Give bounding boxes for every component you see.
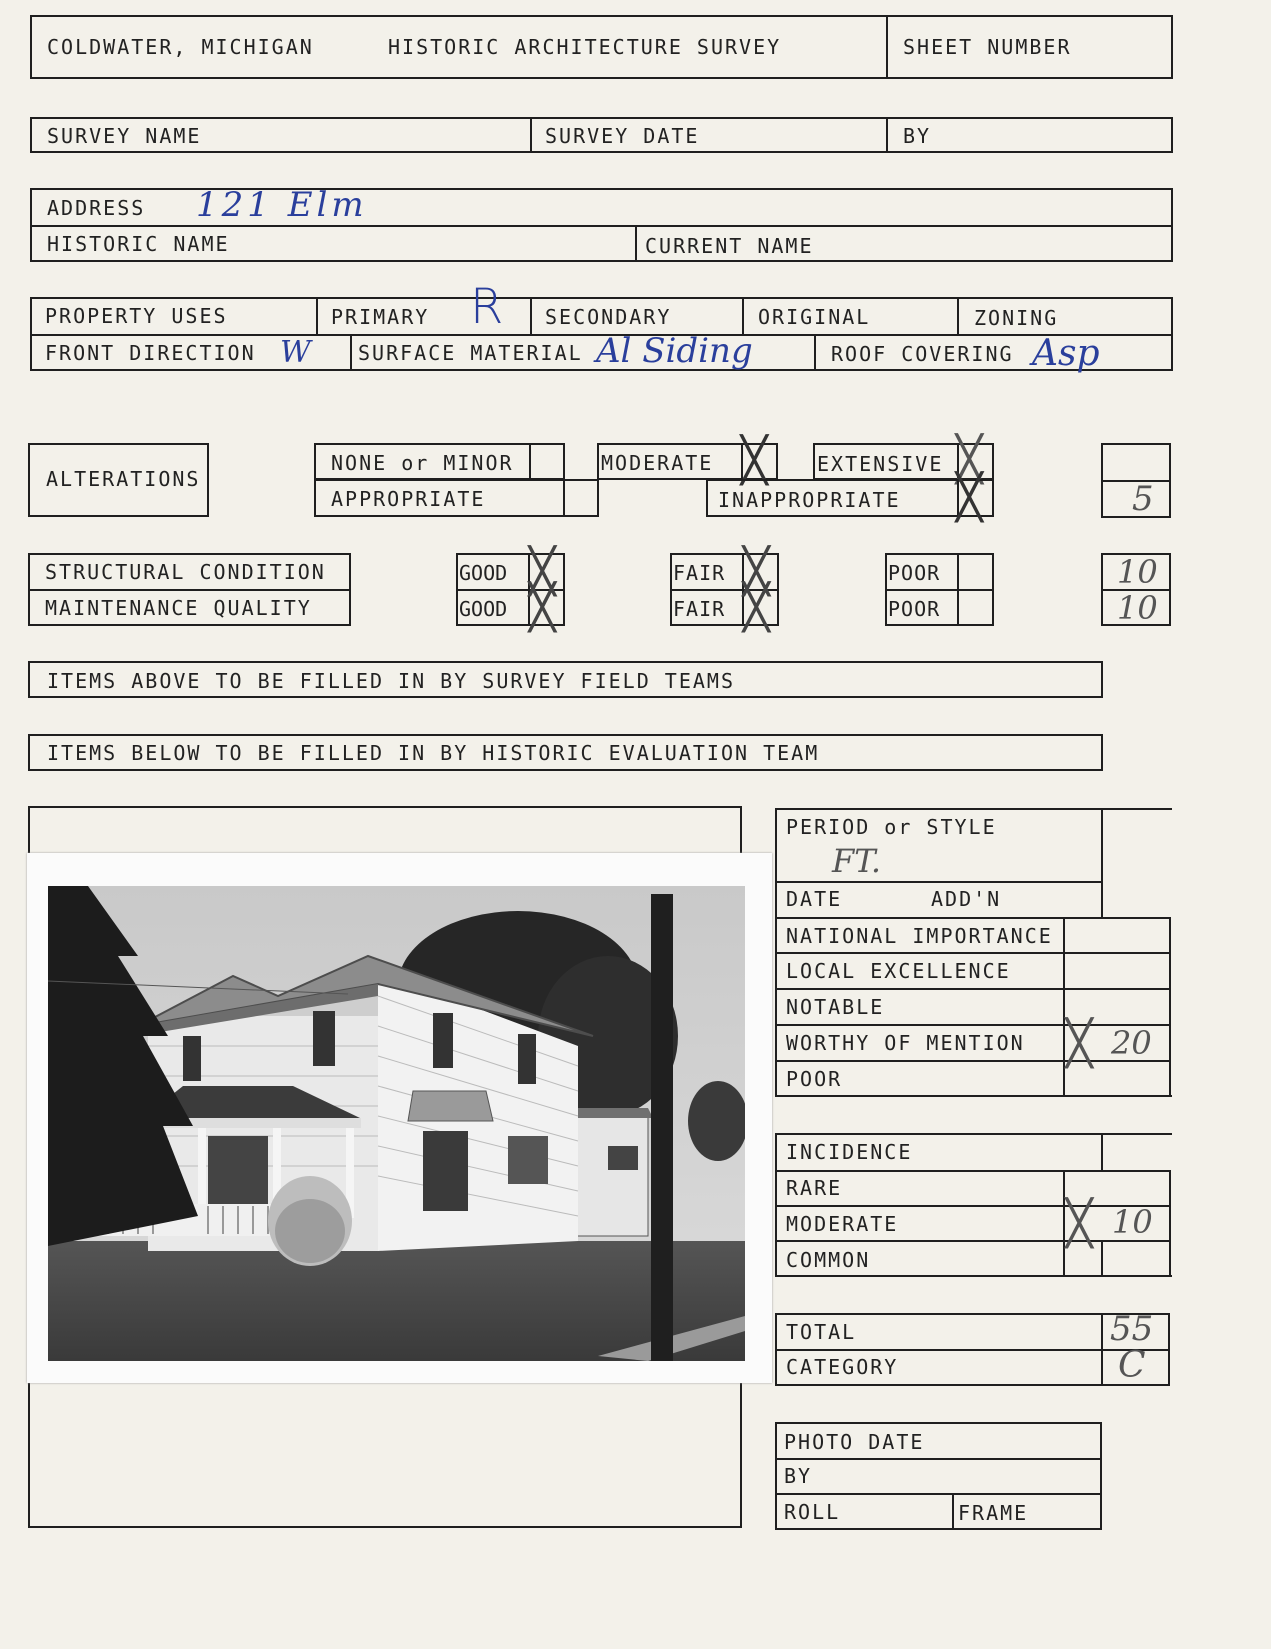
photo-by-label: BY xyxy=(784,1464,813,1488)
eval-poor-label: POOR xyxy=(786,1067,843,1091)
totals-col-div xyxy=(1101,1313,1103,1386)
moderate-label: MODERATE xyxy=(601,451,714,475)
survey-divider-1 xyxy=(530,117,532,153)
city-label: COLDWATER, MICHIGAN xyxy=(47,35,314,59)
incidence-label: INCIDENCE xyxy=(786,1140,913,1164)
incidence-moderate-score: 10 xyxy=(1112,1203,1153,1241)
address-value: 121 Elm xyxy=(196,185,368,225)
none-minor-check-div xyxy=(529,443,531,480)
photo-date-label: PHOTO DATE xyxy=(784,1430,925,1454)
front-direction-value: W xyxy=(280,335,311,370)
poor-check-div xyxy=(957,553,959,626)
photo-info-col xyxy=(952,1493,954,1530)
surface-material-value: Al Siding xyxy=(596,331,753,371)
local-excellence-label: LOCAL EXCELLENCE xyxy=(786,959,1011,983)
incidence-moderate-label: MODERATE xyxy=(786,1212,899,1236)
rare-label: RARE xyxy=(786,1176,843,1200)
front-direction-label: FRONT DIRECTION xyxy=(45,341,256,365)
name-divider xyxy=(635,225,637,262)
poor-div xyxy=(885,589,994,591)
original-label: ORIGINAL xyxy=(758,305,871,329)
sheet-number-label: SHEET NUMBER xyxy=(903,35,1072,59)
extensive-label: EXTENSIVE xyxy=(817,452,944,476)
current-name-label: CURRENT NAME xyxy=(645,234,814,258)
alterations-label: ALTERATIONS xyxy=(46,467,201,491)
inc-score-col xyxy=(1101,1240,1103,1277)
eval-check-col xyxy=(1063,917,1065,1097)
eval-right-lower xyxy=(1169,917,1171,1097)
maintenance-score: 10 xyxy=(1117,589,1158,627)
photo-mount xyxy=(27,853,772,1383)
poor-label-structural: POOR xyxy=(888,561,941,585)
form-title: HISTORIC ARCHITECTURE SURVEY xyxy=(388,35,782,59)
property-div-5 xyxy=(350,334,352,371)
roof-covering-label: ROOF COVERING xyxy=(831,342,1014,366)
good-structural-check: ╳ xyxy=(529,546,556,597)
appropriate-label: APPROPRIATE xyxy=(331,487,486,511)
inappropriate-check-mark: ╳ xyxy=(956,472,983,523)
survey-date-label: SURVEY DATE xyxy=(545,124,700,148)
date-label: DATE xyxy=(786,887,843,911)
inc-right-lower xyxy=(1169,1170,1171,1277)
eval-row-4 xyxy=(775,988,1171,990)
national-importance-label: NATIONAL IMPORTANCE xyxy=(786,924,1053,948)
roll-label: ROLL xyxy=(784,1500,841,1524)
appropriate-check-div xyxy=(563,479,565,517)
addn-label: ADD'N xyxy=(931,887,1002,911)
inc-right-upper xyxy=(1101,1133,1103,1170)
period-style-value: FT. xyxy=(832,842,882,880)
survey-name-label: SURVEY NAME xyxy=(47,124,202,148)
poor-label-maintenance: POOR xyxy=(888,597,941,621)
primary-value: R xyxy=(470,279,504,335)
photo-info-row-2 xyxy=(775,1493,1102,1495)
secondary-label: SECONDARY xyxy=(545,305,672,329)
good-maintenance-check: ╳ xyxy=(529,582,556,633)
house-photo xyxy=(48,886,745,1361)
property-div-6 xyxy=(814,334,816,371)
good-label-structural: GOOD xyxy=(459,561,508,585)
frame-label: FRAME xyxy=(958,1501,1029,1525)
eval-row-3 xyxy=(775,952,1171,954)
inappropriate-label: INAPPROPRIATE xyxy=(718,488,901,512)
property-uses-label: PROPERTY USES xyxy=(45,304,228,328)
note-above: ITEMS ABOVE TO BE FILLED IN BY SURVEY FIELD TEAMS xyxy=(47,669,736,693)
maintenance-quality-label: MAINTENANCE QUALITY xyxy=(45,596,312,620)
fair-label-maintenance: FAIR xyxy=(673,597,726,621)
eval-row-2 xyxy=(775,917,1171,919)
property-div-4 xyxy=(957,297,959,334)
worthy-score: 20 xyxy=(1111,1024,1152,1062)
property-div-3 xyxy=(742,297,744,334)
inc-row-1 xyxy=(775,1170,1171,1172)
historic-name-label: HISTORIC NAME xyxy=(47,232,230,256)
eval-row-1 xyxy=(775,881,1103,883)
header-divider xyxy=(886,15,888,79)
good-label-maintenance: GOOD xyxy=(459,597,508,621)
total-value: 55 xyxy=(1110,1309,1154,1349)
common-label: COMMON xyxy=(786,1248,871,1272)
period-style-label: PERIOD or STYLE xyxy=(786,815,997,839)
category-value: C xyxy=(1118,1345,1146,1386)
worthy-check-mark: ╳ xyxy=(1066,1018,1093,1069)
alterations-score: 5 xyxy=(1132,479,1154,519)
survey-by-label: BY xyxy=(903,124,932,148)
condition-label-div xyxy=(28,589,351,591)
fair-label-structural: FAIR xyxy=(673,561,726,585)
moderate-check-mark: ╳ xyxy=(741,435,768,486)
photo-info-row-1 xyxy=(775,1458,1102,1460)
inc-check-col xyxy=(1063,1170,1065,1277)
zoning-label: ZONING xyxy=(974,306,1059,330)
survey-divider-2 xyxy=(886,117,888,153)
address-divider xyxy=(30,225,1173,227)
roof-covering-value: Asp xyxy=(1032,333,1100,374)
fair-structural-crossout: ╳ xyxy=(743,546,770,597)
eval-right-upper xyxy=(1101,808,1103,917)
note-below: ITEMS BELOW TO BE FILLED IN BY HISTORIC EVALUATION TEAM xyxy=(47,741,820,765)
none-minor-label: NONE or MINOR xyxy=(331,451,514,475)
property-div-1 xyxy=(316,297,318,334)
fair-maintenance-crossout: ╳ xyxy=(743,582,770,633)
total-label: TOTAL xyxy=(786,1320,857,1344)
extensive-check-mark: ╳ xyxy=(956,434,983,485)
notable-label: NOTABLE xyxy=(786,995,885,1019)
structural-condition-label: STRUCTURAL CONDITION xyxy=(45,560,326,584)
surface-material-label: SURFACE MATERIAL xyxy=(358,341,583,365)
category-label: CATEGORY xyxy=(786,1355,899,1379)
primary-label: PRIMARY xyxy=(331,305,430,329)
address-label: ADDRESS xyxy=(47,196,146,220)
worthy-of-mention-label: WORTHY OF MENTION xyxy=(786,1031,1025,1055)
property-div-2 xyxy=(530,297,532,334)
structural-score: 10 xyxy=(1117,553,1158,591)
totals-row-div xyxy=(775,1349,1170,1351)
incidence-moderate-check: ╳ xyxy=(1066,1198,1093,1249)
